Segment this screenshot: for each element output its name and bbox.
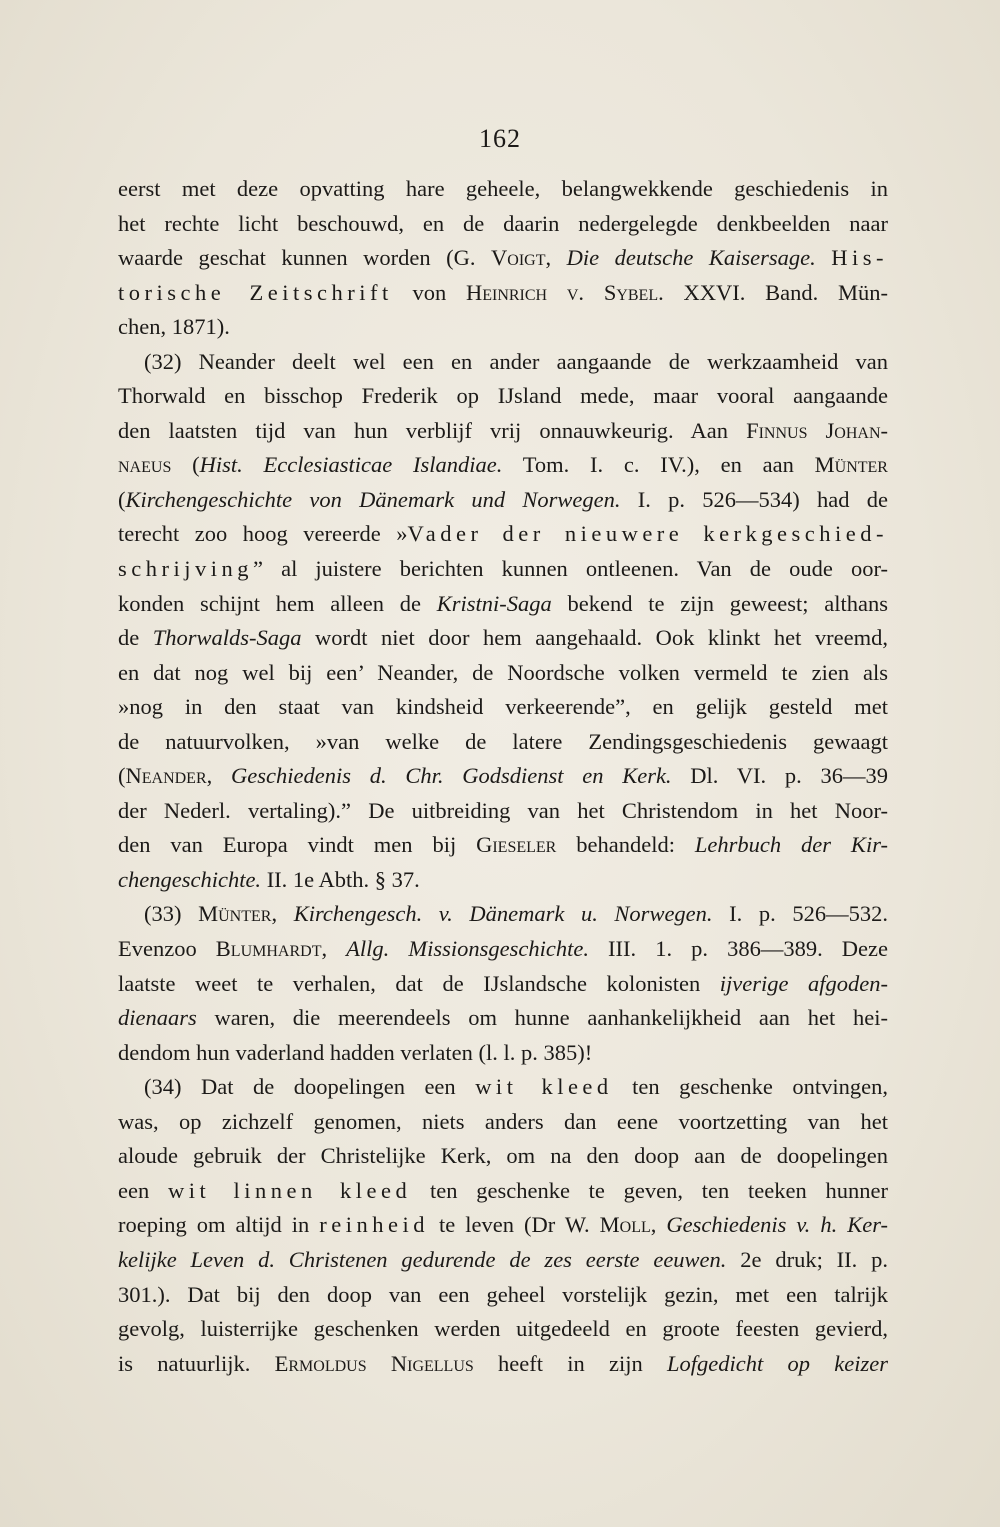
- book-title: Allg. Missionsgeschichte.: [346, 936, 589, 962]
- text-run: I. p. 526—534) had de: [620, 486, 888, 512]
- text-run: ten geschenke ontvingen,: [612, 1074, 888, 1100]
- author-name: Gieseler: [476, 832, 557, 858]
- text-run: Dl. VI. p. 36—39: [671, 763, 888, 789]
- text-line: [118, 552, 888, 587]
- text-run: de natuurvolken, »van welke de latere Zendingsgeschiedenis gewaagt: [118, 728, 888, 754]
- text-run: 301.). Dat bij den doop van een geheel vorstelijk gezin, met een talrijk: [118, 1281, 888, 1307]
- text-run: eerst met deze opvatting hare geheele, belangwekkende geschiedenis in: [118, 176, 888, 201]
- text-line: [118, 1243, 888, 1278]
- text-run: ,: [321, 936, 347, 962]
- page-body: [118, 172, 888, 1381]
- text-line: [118, 310, 888, 345]
- text-run: III. 1. p. 386—389. Deze: [588, 936, 889, 962]
- text-run: aloude gebruik der Christelijke Kerk, om na den doop aan de doopelingen: [118, 1143, 888, 1169]
- text-run: gevolg, luisterrijke geschenken werden uitgedeeld en groote feesten gevierd,: [118, 1316, 888, 1342]
- text-run: ,: [650, 1212, 667, 1238]
- text-line: [118, 621, 888, 656]
- text-line: [118, 1347, 888, 1382]
- author-name: Heinrich v. Sybel: [465, 279, 659, 305]
- text-run: heeft in zijn: [473, 1350, 668, 1376]
- text-run: . XXVI. Band. Mün-: [658, 279, 888, 305]
- text-run: (: [171, 452, 200, 478]
- text-line: [118, 656, 888, 691]
- text-line: [118, 448, 888, 483]
- text-run: ” al juistere berichten kunnen ontleenen. Van de oude oor-: [253, 556, 888, 582]
- text-line: [118, 1105, 888, 1140]
- text-run: von: [392, 279, 466, 305]
- book-title: Kirchengeschichte von Dänemark und Norwegen.: [125, 486, 621, 512]
- text-run: bekend te zijn geweest; althans: [551, 590, 889, 616]
- text-line: [118, 1036, 888, 1071]
- text-line: [118, 725, 888, 760]
- text-run: Tom. I. c. IV.), en aan: [502, 452, 815, 478]
- text-line: [118, 483, 888, 518]
- text-run: behandeld:: [556, 832, 695, 858]
- book-title: Kirchengesch. v. Dänemark u. Norwegen.: [293, 901, 713, 927]
- note-32-start: [118, 345, 888, 380]
- text-line: [118, 1001, 888, 1036]
- book-title: chengeschichte.: [118, 866, 262, 892]
- text-run: (: [118, 763, 126, 789]
- book-title: Thorwalds-Saga: [152, 625, 302, 651]
- text-line: [118, 967, 888, 1002]
- spaced-text: wit kleed: [475, 1074, 613, 1100]
- text-run: wordt niet door hem aangehaald. Ook klinkt het vreemd,: [301, 625, 888, 651]
- book-title: Geschiedenis d. Chr. Godsdienst en Kerk.: [231, 763, 672, 789]
- spaced-text: torische Zeitschrift: [118, 279, 393, 305]
- text-line: [118, 172, 888, 207]
- book-title: Geschiedenis v. h. Ker-: [666, 1212, 888, 1238]
- author-name: Voigt: [491, 245, 546, 271]
- text-run: roeping om altijd in: [118, 1212, 320, 1238]
- text-run: den van Europa vindt men bij: [118, 832, 477, 858]
- text-line: [118, 690, 888, 725]
- text-line: [118, 1278, 888, 1313]
- text-run: ,: [545, 245, 567, 271]
- text-run: de: [118, 625, 153, 651]
- text-run: laatste weet te verhalen, dat de IJslandsche kolonisten: [118, 970, 720, 996]
- spaced-text: Vader der nieuwere kerkgeschied-: [407, 521, 889, 547]
- text-run: konden schijnt hem alleen de: [118, 590, 437, 616]
- text-line: [118, 414, 888, 449]
- text-run: en dat nog wel bij een’ Neander, de Noordsche volken vermeld te zien als: [118, 659, 888, 685]
- text-run: II. 1e Abth. § 37.: [261, 866, 420, 892]
- text-run: ten geschenke te geven, ten teeken hunner: [411, 1177, 888, 1203]
- spaced-text: wit linnen kleed: [167, 1177, 412, 1203]
- text-run: chen, 1871).: [118, 314, 230, 340]
- text-run: Thorwald en bisschop Frederik op IJsland mede, maar vooral aangaande: [118, 383, 888, 409]
- text-run: 2e druk; II. p.: [726, 1246, 889, 1272]
- text-run: terecht zoo hoog vereerde »: [118, 521, 408, 547]
- text-run: I. p. 526—532.: [712, 901, 888, 927]
- text-run: (33): [144, 901, 199, 927]
- text-run: (: [118, 486, 126, 512]
- text-run: was, op zichzelf genomen, niets anders dan eene voortzetting van het: [118, 1108, 888, 1134]
- author-name: Münter: [198, 901, 272, 927]
- text-run: een: [118, 1177, 168, 1203]
- author-name: Ermoldus Nigellus: [274, 1350, 474, 1376]
- text-line: [118, 1208, 888, 1243]
- text-run: [816, 245, 832, 270]
- text-line: [118, 587, 888, 622]
- book-title: Kristni-Saga: [436, 590, 552, 616]
- author-name: Moll: [599, 1212, 651, 1238]
- page-number: 162: [479, 124, 521, 153]
- text-run: (34) Dat de doopelingen een: [144, 1074, 476, 1100]
- author-name: Finnus Johan-: [746, 417, 888, 443]
- text-run: het rechte licht beschouwd, en de daarin nedergelegde denkbeelden naar: [118, 210, 888, 236]
- text-run: ,: [206, 763, 232, 789]
- spaced-text: His-: [831, 245, 889, 271]
- book-title: Lofgedicht op keizer: [667, 1350, 888, 1376]
- text-line: [118, 241, 888, 276]
- spaced-text: reinheid: [319, 1212, 429, 1238]
- text-line: [118, 379, 888, 414]
- book-title: kelijke Leven d. Christenen gedurende de zes eerste eeuwen.: [118, 1246, 727, 1272]
- text-run: is natuurlijk.: [118, 1350, 275, 1376]
- emphasis: ijverige afgoden-: [719, 970, 889, 996]
- book-title: Lehrbuch der Kir-: [694, 832, 888, 858]
- note-33-start: [118, 897, 888, 932]
- text-line: [118, 517, 888, 552]
- book-title: Die deutsche Kaisersage.: [566, 245, 816, 271]
- text-run: der Nederl. vertaling).” De uitbreiding van het Christendom in het Noor-: [118, 797, 888, 823]
- text-run: den laatsten tijd van hun verblijf vrij onnauwkeurig. Aan: [118, 417, 747, 443]
- text-line: [118, 794, 888, 829]
- text-run: (32) Neander deelt wel een en ander aangaande de werkzaamheid van: [144, 348, 888, 374]
- text-line: [118, 276, 888, 311]
- author-name: Münter: [814, 452, 888, 478]
- text-run: te leven (Dr W.: [429, 1212, 600, 1238]
- text-run: »nog in den staat van kindsheid verkeerende”, en gelijk gesteld met: [118, 694, 888, 720]
- text-run: waarde geschat kunnen worden (G.: [118, 245, 492, 271]
- text-run: waren, die meerendeels om hunne aanhankelijkheid aan het hei-: [196, 1005, 888, 1031]
- text-line: [118, 932, 888, 967]
- text-run: dendom hun vaderland hadden verlaten (l. l. p. 385)!: [118, 1039, 593, 1065]
- note-34-start: [118, 1070, 888, 1105]
- text-line: [118, 863, 888, 898]
- text-line: [118, 759, 888, 794]
- text-run: ,: [271, 901, 294, 927]
- author-name: naeus: [118, 452, 172, 478]
- text-line: [118, 1139, 888, 1174]
- book-title: Hist. Ecclesiasticae Islandiae.: [199, 452, 503, 478]
- text-line: [118, 1312, 888, 1347]
- text-line: [118, 1174, 888, 1209]
- emphasis: dienaars: [118, 1005, 197, 1031]
- text-line: [118, 828, 888, 863]
- text-line: [118, 207, 888, 242]
- author-name: Blumhardt: [215, 936, 322, 962]
- author-name: Neander: [125, 763, 207, 789]
- text-run: Evenzoo: [118, 936, 216, 962]
- spaced-text: schrijving: [118, 556, 253, 582]
